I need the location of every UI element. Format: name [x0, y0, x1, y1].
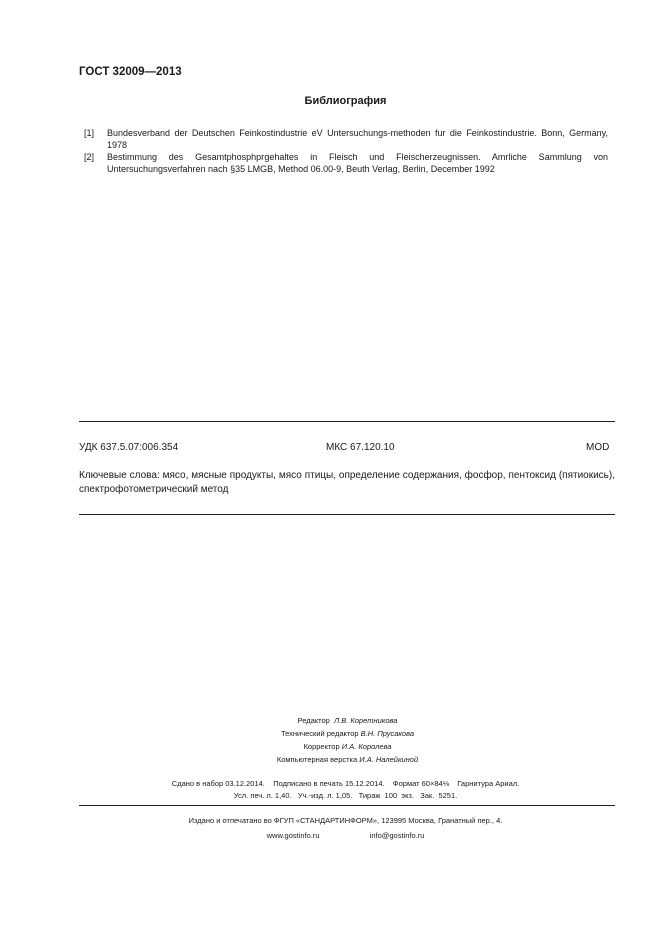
- publisher-block: [0, 813, 661, 843]
- bibliography-item-text: Bundesverband der Deutschen Feinkostindustrie eV Untersuchungs-methoden fur die Feinkostindustrie. Bonn, Germany, 1978: [107, 128, 608, 150]
- credit-name: И.А. Налейкиной: [359, 755, 419, 764]
- bibliography-item: [84, 152, 608, 175]
- credit-name: Л.В. Коретникова: [334, 716, 398, 725]
- credit-line: [34, 727, 661, 740]
- bibliography-title: Библиография: [304, 95, 387, 107]
- imprint-block: [0, 778, 661, 802]
- udk-code: УДК 637.5.07:006.354: [79, 442, 179, 453]
- credit-role: Редактор: [297, 716, 330, 725]
- credit-role: Компьютерная верстка: [276, 755, 358, 764]
- bibliography-item-text: Bestimmung des Gesamtphosphргgehaltes in Fleisch und Fleischerzeugnissen. Amrliche Sammlung von Untersuchungsverfahren nach §35 LMGB, Method 06.00-9, Beuth Verlag, Berlin, December 1992: [107, 152, 608, 174]
- bibliography-item-number: [1]: [84, 128, 95, 138]
- credit-line: [34, 740, 661, 753]
- imprint-line-2: Усл. печ. л. 1,40. Уч.-изд. л. 1,05. Тираж 100 экз. Зак. 5251.: [233, 791, 458, 800]
- publisher-line: Издано и отпечатано во ФГУП «СТАНДАРТИНФОРМ», 123995 Москва, Гранатный пер., 4.: [188, 816, 503, 825]
- credit-name: И.А. Королева: [341, 742, 392, 751]
- publisher-email-link[interactable]: info@gostinfo.ru: [369, 831, 425, 840]
- credit-role: Корректор: [303, 742, 340, 751]
- keywords: Ключевые слова: мясо, мясные продукты, мясо птицы, определение содержания, фосфор, пентоксид (пятиокись), спектрофотометрический метод: [79, 470, 615, 495]
- document-header: ГОСТ 32009—2013: [79, 66, 182, 78]
- credit-line: [34, 753, 661, 766]
- credits-block: [0, 714, 661, 766]
- bibliography-item-number: [2]: [84, 152, 95, 162]
- imprint-divider: [79, 805, 615, 806]
- mks-code: МКС 67.120.10: [326, 442, 395, 453]
- credit-line: [34, 714, 661, 727]
- publisher-contacts: [30, 828, 661, 843]
- mod-label: MOD: [586, 442, 610, 453]
- imprint-line-1: Сдано в набор 03.12.2014. Подписано в печать 15.12.2014. Формат 60×84⅛ Гарнитура Ариал.: [171, 779, 520, 788]
- top-divider: [79, 421, 615, 422]
- publisher-website-link[interactable]: www.gostinfo.ru: [266, 831, 320, 840]
- credit-name: В.Н. Прусакова: [360, 729, 415, 738]
- bibliography-item: [84, 128, 608, 151]
- credit-role: Технический редактор: [280, 729, 359, 738]
- bottom-divider: [79, 514, 615, 515]
